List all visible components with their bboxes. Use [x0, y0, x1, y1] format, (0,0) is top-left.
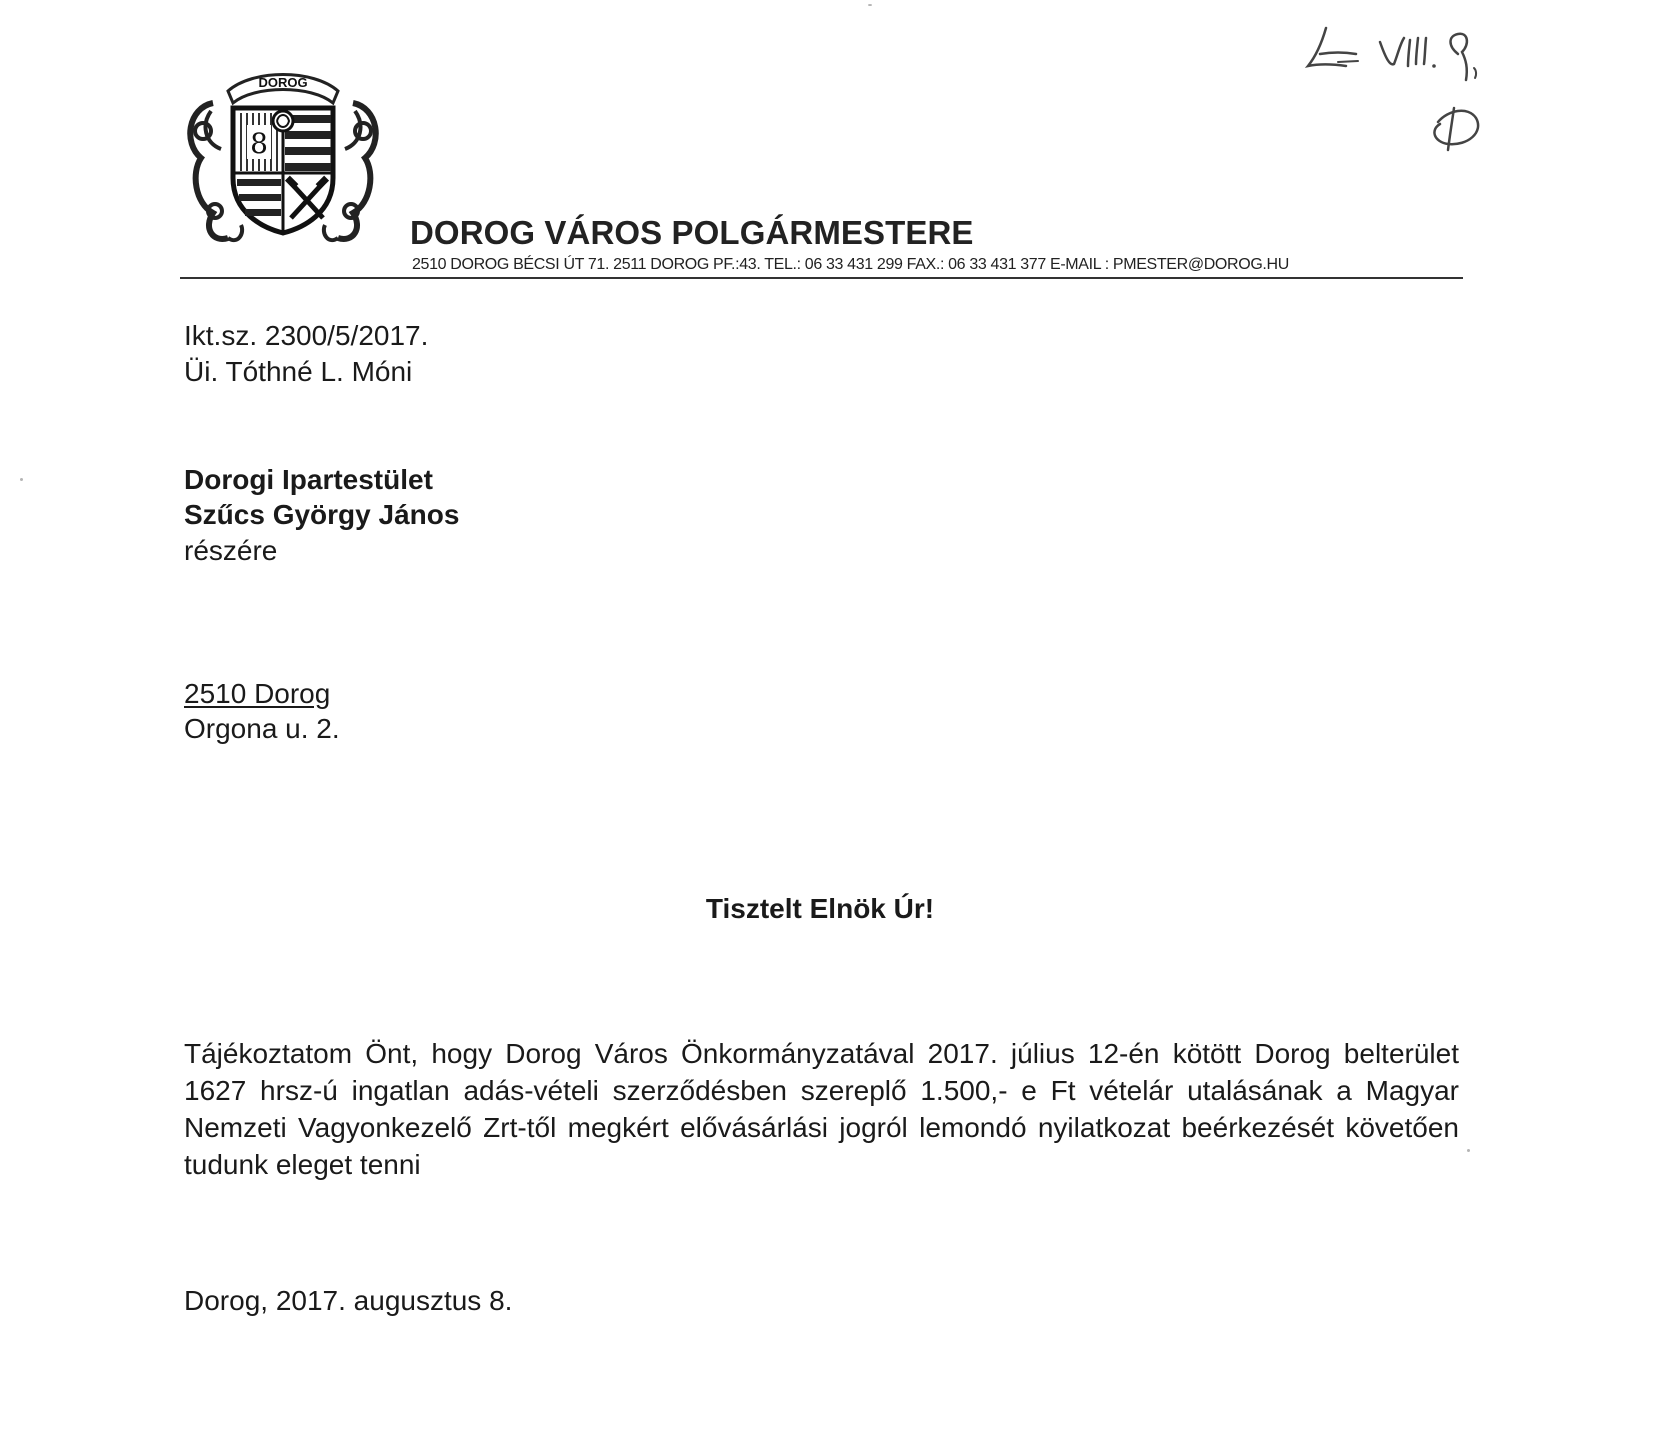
letterhead-title: DOROG VÁROS POLGÁRMESTERE [410, 214, 974, 251]
salutation: Tisztelt Elnök Úr! [705, 893, 935, 924]
crest-label: DOROG [258, 75, 308, 90]
coat-of-arms-logo [183, 63, 383, 247]
recipient-street: Orgona u. 2. [184, 713, 340, 744]
recipient-name: Szűcs György János [184, 499, 460, 530]
scan-speck [868, 4, 872, 6]
handwritten-annotation [1298, 14, 1558, 169]
letter-body: Tájékoztatom Önt, hogy Dorog Város Önkormányzatával 2017. július 12-én kötött Dorog belterület 1627 hrsz-ú ingatlan adás-vételi szerződésben szereplő 1.500,- e Ft vételár utalásának a Magyar Nemzeti Vagyonkezelő Zrt-től megkért elővásárlási jogról lemondó nyilatkozat beérkezését követően tudunk eleget tenni [184, 1038, 1459, 1180]
recipient-city: 2510 Dorog [184, 678, 331, 709]
letterhead-divider [180, 277, 1463, 279]
recipient-organization: Dorogi Ipartestület [184, 464, 433, 495]
file-number: Ikt.sz. 2300/5/2017. [184, 320, 429, 351]
svg-text:8: 8 [250, 127, 268, 160]
recipient-for: részére [184, 535, 278, 566]
scan-speck [1467, 1149, 1470, 1152]
scan-speck [20, 478, 23, 481]
letterhead-contact: 2510 DOROG BÉCSI ÚT 71. 2511 DOROG PF.:43. TEL.: 06 33 431 299 FAX.: 06 33 431 377 E-MAIL : PMESTER@DOROG.HU [412, 256, 1289, 273]
place-date: Dorog, 2017. augusztus 8. [184, 1285, 513, 1316]
case-handler: Üi. Tóthné L. Móni [184, 356, 413, 387]
